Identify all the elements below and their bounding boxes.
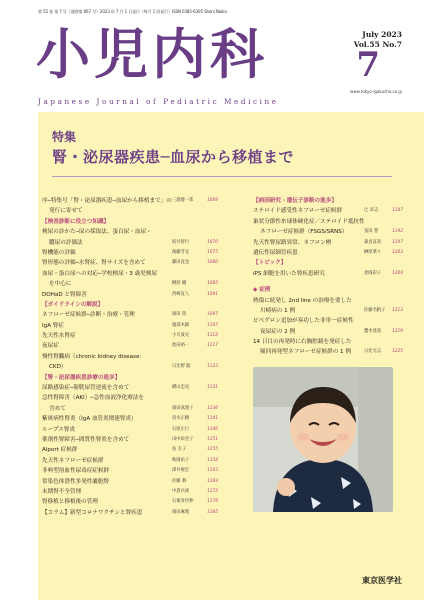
toc-entry <box>42 238 218 248</box>
toc-entry-title: 【ガイドラインの解説】 <box>42 301 104 308</box>
toc-entry <box>42 383 218 393</box>
toc-entry-author: 中倉兵庫 <box>172 488 190 494</box>
toc-entry <box>42 456 218 466</box>
toc-entry-page: 1136 <box>207 405 218 411</box>
toc-entry-author: 清水正樹 <box>172 416 190 422</box>
toc-entry <box>42 445 218 455</box>
toc-entry-title: 遺伝性尿細管疾患 <box>253 249 298 256</box>
toc-entry-page: 1069 <box>207 198 218 203</box>
toc-entry-author: 秋岡祐子 <box>172 457 190 463</box>
toc-entry-page: 1107 <box>207 322 218 328</box>
toc-entry-title: Alport 症候群 <box>42 447 78 454</box>
toc-entry-title: 尿路感染症─膀胱尿管逆流を含めて <box>42 385 130 392</box>
toc-entry-author: 日比野 聡 <box>172 364 191 370</box>
toc-entry-page: 1192 <box>392 229 403 235</box>
toc-entry-page: 1187 <box>392 208 403 214</box>
toc-entry <box>42 279 218 289</box>
toc-entry-title: 【コラム】新型コロナワクチンと腎疾患 <box>42 509 143 516</box>
toc-entry <box>42 393 218 403</box>
toc-entry-page: 1123 <box>207 364 218 370</box>
toc-entry-author: 佐藤名帆子 <box>364 307 386 313</box>
feature-label: 特集 <box>52 130 77 144</box>
toc-entry <box>253 306 403 316</box>
toc-entry <box>42 352 218 362</box>
toc-entry-title: ピペグロン追加が奏功した非単一症候性 <box>253 318 354 325</box>
toc-entry <box>42 331 218 341</box>
toc-entry-title: 急性腎障害（AKI）─急性血液浄化療法を <box>42 395 145 402</box>
issue-date: July 2023 <box>362 30 402 39</box>
toc-entry-title: 14 日目の再発時に右胸腔鏡を発症した <box>253 339 352 346</box>
toc-entry-author: 藤田直也 <box>172 260 190 266</box>
toc-entry <box>253 316 403 326</box>
toc-entry-author: 佐藤 舞 <box>172 478 187 484</box>
toc-entry <box>253 327 403 337</box>
toc-entry-page: 1179 <box>207 499 218 505</box>
toc-entry-author: 池田裕一 <box>172 343 190 349</box>
toc-entry-page: 1151 <box>207 436 218 442</box>
toc-entry <box>42 404 218 414</box>
toc-entry-page: 1112 <box>207 333 218 339</box>
toc-entry <box>42 227 218 237</box>
toc-entry-author: 横山忠史 <box>172 385 190 391</box>
toc-entry-author: 西崎直人 <box>172 291 190 297</box>
toc-entry-title: 非典型溶血性尿毒症症候群 <box>42 468 110 475</box>
toc-entry-title: ネフローゼ症候群─診断・治療・管理 <box>42 312 135 319</box>
toc-entry <box>253 296 403 306</box>
toc-entry <box>42 466 218 476</box>
toc-entry-page: 1097 <box>207 312 218 318</box>
toc-section-heading <box>42 217 218 227</box>
toc-entry-title: 川崎病の 1 例 <box>260 307 296 314</box>
toc-entry-page: 1209 <box>392 270 403 276</box>
toc-entry-page: 1155 <box>207 447 218 453</box>
toc-entry-title: 膿尿の評価法 <box>49 239 83 246</box>
toc-entry-title: 頻回再発型ネフローゼ症候群の 1 例 <box>260 349 351 356</box>
toc-entry <box>42 487 218 497</box>
toc-entry-author: 張田 豊 <box>364 229 379 235</box>
toc-section-heading <box>42 373 218 383</box>
toc-entry <box>42 310 218 320</box>
toc-entry-title: 薬剤性腎障害─間質性腎炎を含めて <box>42 436 130 443</box>
toc-entry-title: IgA 腎症 <box>42 322 64 329</box>
issue-volume: Vol.55 No.7 <box>353 40 402 49</box>
toc-entry-title: 【検査診断に役立つ知識】 <box>42 218 110 225</box>
toc-entry-page: 1213 <box>392 307 403 313</box>
toc-entry <box>42 258 218 268</box>
toc-entry-author: 濱田 陸 <box>172 312 187 318</box>
toc-entry-title: 発行に寄せて <box>49 208 83 215</box>
toc-entry-page: 1172 <box>207 488 218 494</box>
toc-entry <box>253 206 403 216</box>
toc-entry-title: 先天性ネフローゼ症候群 <box>42 457 104 464</box>
toc-entry-title: 含めて <box>49 405 66 412</box>
toc-entry-page: 1163 <box>207 468 218 474</box>
toc-entry <box>42 341 218 351</box>
toc-entry-page: 1085 <box>207 281 218 287</box>
toc-entry-author: 後藤芳充 <box>172 249 190 255</box>
toc-entry-title: 【腎・泌尿器疾患診療の進歩】 <box>42 374 121 381</box>
publication-line: 第 55 巻 第 7 号（通巻第 667 号）2023 年 7 月 1 日発行（毎月 1 回発行）ISSN 0385-6305 Shoni Naika <box>38 9 227 14</box>
toc-entry <box>253 238 403 248</box>
toc-entry-page: 1197 <box>392 239 403 245</box>
toc-entry-title: 紫斑病性腎炎（IgA 血管炎関連腎炎） <box>42 416 137 423</box>
toc-entry-title: ◆ 症例 <box>253 287 271 294</box>
toc-entry-title: CKD） <box>49 364 67 371</box>
toc-entry-page: 1091 <box>207 291 218 297</box>
toc-entry-title: 夜尿症 <box>42 343 59 350</box>
publisher-url: www.tokyo-igakusha.co.jp <box>350 89 402 94</box>
toc-entry <box>42 508 218 518</box>
toc-entry-title: 【病因研究・遺伝子診断の進歩】 <box>253 198 337 204</box>
toc-entry-title: 熱傷に続発し 2nd line の治療を要した <box>253 297 352 304</box>
toc-entry <box>253 347 403 357</box>
toc-entry-page: 1169 <box>207 478 218 484</box>
toc-entry-title: を中心に <box>49 281 72 288</box>
feature-divider <box>52 176 392 177</box>
child-illustration <box>253 367 393 512</box>
toc-entry-author: 柳原 剛 <box>172 281 187 287</box>
toc-entry-title: 【トピック】 <box>253 260 287 267</box>
toc-entry-author: 島 友子 <box>172 447 187 453</box>
table-of-contents-left <box>42 196 218 518</box>
toc-section-heading <box>253 196 403 206</box>
toc-entry <box>42 321 218 331</box>
toc-entry-page: 1219 <box>392 328 403 334</box>
toc-entry-page: 1225 <box>392 349 403 355</box>
toc-entry-title: ネフローゼ症候群（FSGS/SRNS） <box>260 229 348 236</box>
toc-entry-title: 序─特集号「腎・泌尿器疾患─血尿から移植まで」の <box>42 198 172 204</box>
toc-entry-author: 澤井俊宏 <box>172 468 190 474</box>
cover-photo-child <box>253 367 393 512</box>
toc-entry <box>42 497 218 507</box>
toc-entry-page: 1131 <box>207 385 218 391</box>
feature-title: 腎・泌尿器疾患─血尿から移植まで <box>52 148 295 166</box>
toc-entry <box>253 269 403 279</box>
toc-entry <box>42 196 218 206</box>
toc-entry-author: 服部木綿 <box>172 322 190 328</box>
toc-entry-author: 森貞直哉 <box>364 239 382 245</box>
toc-entry <box>42 248 218 258</box>
publisher-name: 東京医学社 <box>362 576 402 585</box>
toc-section-heading <box>253 285 403 295</box>
toc-entry-title: 先天性水腎症 <box>42 333 76 340</box>
toc-entry-title: iPS 細胞を用いた腎疾患研究 <box>253 270 325 277</box>
toc-entry <box>42 414 218 424</box>
toc-entry <box>42 477 218 487</box>
toc-section-heading <box>253 258 403 268</box>
toc-entry <box>253 227 403 237</box>
toc-entry-author: 濱田真理子 <box>172 405 194 411</box>
toc-entry-author: 榊原菜々 <box>364 249 382 255</box>
toc-entry-page: 1080 <box>207 260 218 266</box>
toc-entry-title: 先天性腎尿路異常、ネフロン癆 <box>253 239 332 246</box>
toc-entry-author: 辻 章志 <box>364 208 379 214</box>
toc-entry <box>42 435 218 445</box>
toc-entry <box>42 269 218 279</box>
toc-entry-page: 1075 <box>207 249 218 255</box>
toc-entry-page: 1203 <box>392 249 403 255</box>
toc-entry-author: 岡田麻理 <box>172 509 190 515</box>
toc-entry-title: 常染色体潜性多発性嚢胞腎 <box>42 478 110 485</box>
toc-entry-author: 坂井智行 <box>172 239 190 245</box>
toc-entry <box>253 337 403 347</box>
toc-entry-title: 巣状分節性糸球体硬化症／ステロイド抵抗性 <box>253 218 365 225</box>
toc-entry-author: 鷹木達哉 <box>364 328 382 334</box>
toc-entry <box>42 362 218 372</box>
toc-entry-title: 夜尿症の 2 例 <box>260 328 296 335</box>
toc-entry-title: 末期腎不全管理 <box>42 488 82 495</box>
toc-entry <box>42 425 218 435</box>
toc-entry-author: 田中絵里子 <box>172 436 194 442</box>
toc-entry-title: 腎移植と移植後の管理 <box>42 499 98 506</box>
journal-title-english: Japanese Journal of Pediatric Medicine <box>38 97 279 106</box>
toc-entry <box>42 206 218 216</box>
toc-entry-title: 慢性腎臓病（chronic kidney disease： <box>42 353 145 360</box>
toc-entry-title: ステロイド感受性ネフローゼ症候群 <box>253 208 343 215</box>
journal-title: 小児内科 <box>36 23 268 86</box>
toc-entry-author: 石原正行 <box>172 426 190 432</box>
toc-entry <box>253 217 403 227</box>
toc-entry-author: 三浦健一郎 <box>172 198 194 203</box>
toc-entry-title: ループス腎炎 <box>42 426 76 433</box>
toc-entry-title: 検尿の診かた─尿の採取法、蛋白尿・血尿・ <box>42 229 152 236</box>
toc-entry-page: 1117 <box>207 343 218 349</box>
toc-entry-title: 腎形態の評価─水腎症、腎サイズを含めて <box>42 260 146 267</box>
toc-entry-author: 石塚喜世伸 <box>172 499 194 505</box>
toc-entry-author: 日比光志 <box>364 349 382 355</box>
toc-entry-author: 倉岡彩子 <box>364 270 382 276</box>
toc-entry-page: 1146 <box>207 426 218 432</box>
toc-entry-title: 血尿・蛋白尿への対応─学校検尿・3 歳児検尿 <box>42 270 157 277</box>
toc-entry-page: 1158 <box>207 457 218 463</box>
toc-entry <box>253 248 403 258</box>
issue-month-number: 7 <box>356 45 380 85</box>
table-of-contents-right <box>253 196 403 358</box>
toc-entry-page: 1070 <box>207 239 218 245</box>
toc-entry-page: 1141 <box>207 416 218 422</box>
toc-section-heading <box>42 300 218 310</box>
toc-entry-author: 小川貴史 <box>172 333 190 339</box>
toc-entry <box>42 290 218 300</box>
toc-entry-title: 腎機能の評価 <box>42 249 76 256</box>
toc-entry-title: DOHaD と腎障害 <box>42 291 87 298</box>
toc-entry-page: 1185 <box>207 509 218 515</box>
